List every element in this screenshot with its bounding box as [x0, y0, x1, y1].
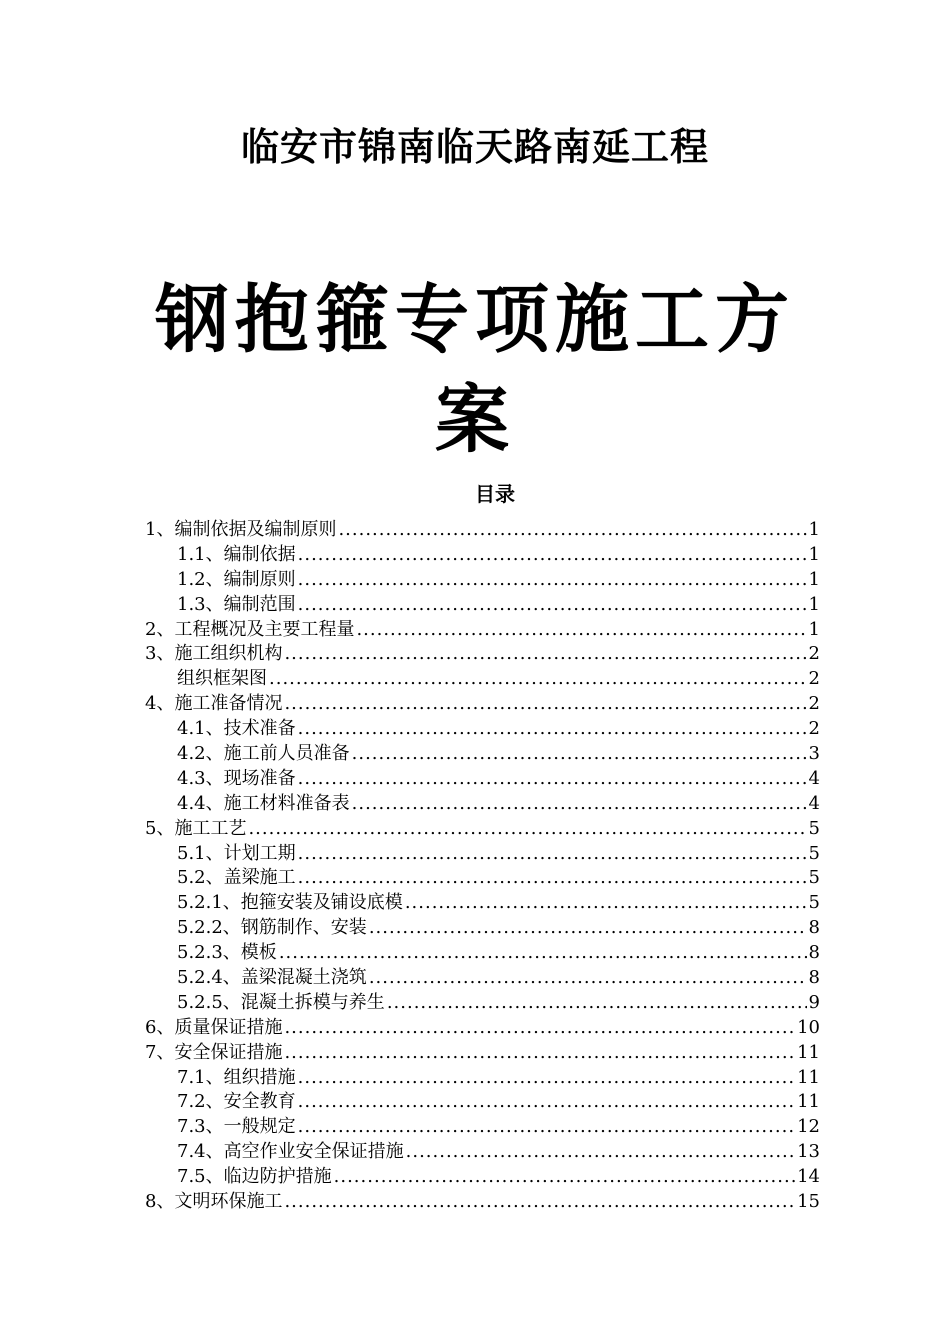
toc-entry-page-number: 11: [797, 1041, 820, 1063]
toc-dot-leader: [284, 1016, 795, 1041]
toc-dot-leader: [369, 966, 807, 991]
toc-entry[interactable]: [145, 842, 820, 867]
toc-dot-leader: [298, 842, 807, 867]
toc-entry[interactable]: [145, 568, 820, 593]
toc-dot-leader: [284, 1190, 795, 1215]
toc-dot-leader: [405, 891, 807, 916]
document-title: 钢抱箍专项施工方案: [155, 277, 795, 463]
toc-entry[interactable]: [145, 817, 820, 842]
toc-entry[interactable]: [145, 717, 820, 742]
toc-entry-label: 4.3、现场准备: [177, 767, 296, 789]
toc-entry[interactable]: [145, 618, 820, 643]
toc-dot-leader: [406, 1140, 795, 1165]
toc-entry-page-number: 13: [797, 1141, 820, 1163]
toc-entry-page-number: 10: [797, 1016, 820, 1038]
toc-entry[interactable]: [145, 518, 820, 543]
toc-entry-page-number: 4: [808, 792, 820, 814]
toc-dot-leader: [334, 1165, 795, 1190]
toc-dot-leader: [352, 792, 807, 817]
toc-entry-label: 6、质量保证措施: [145, 1016, 283, 1038]
toc-entry-page-number: 8: [808, 917, 820, 939]
toc-entry[interactable]: [145, 991, 820, 1016]
toc-entry[interactable]: [145, 667, 820, 692]
toc-entry-page-number: 2: [808, 693, 820, 715]
toc-entry-label: 4.2、施工前人员准备: [177, 743, 350, 765]
toc-entry[interactable]: [145, 941, 820, 966]
toc-entry[interactable]: [145, 916, 820, 941]
toc-entry[interactable]: [145, 792, 820, 817]
toc-entry[interactable]: [145, 543, 820, 568]
toc-entry-label: 1.2、编制原则: [177, 568, 296, 590]
toc-dot-leader: [248, 817, 806, 842]
toc-entry-page-number: 5: [808, 817, 820, 839]
toc-entry-page-number: 2: [808, 643, 820, 665]
toc-entry-label: 5、施工工艺: [145, 817, 247, 839]
toc-entry-label: 7.5、临边防护措施: [177, 1166, 332, 1188]
toc-entry-page-number: 1: [808, 519, 820, 540]
toc-entry[interactable]: [145, 1066, 820, 1091]
toc-entry-page-number: 5: [808, 867, 820, 889]
toc-entry-page-number: 1: [808, 568, 820, 590]
toc-entry-label: 5.2.1、抱箍安装及铺设底模: [177, 892, 403, 914]
toc-entry[interactable]: [145, 593, 820, 618]
toc-entry-page-number: 5: [808, 892, 820, 914]
toc-entry-page-number: 14: [797, 1166, 820, 1188]
toc-entry-label: 组织框架图: [177, 668, 267, 690]
toc-entry-page-number: 8: [808, 967, 820, 989]
toc-dot-leader: [298, 593, 807, 618]
toc-dot-leader: [298, 568, 807, 593]
toc-dot-leader: [352, 742, 807, 767]
toc-dot-leader: [387, 991, 807, 1016]
toc-entry-page-number: 15: [797, 1191, 820, 1213]
toc-entry-label: 8、文明环保施工: [145, 1191, 283, 1213]
toc-dot-leader: [284, 1041, 795, 1066]
toc-entry-label: 1.1、编制依据: [177, 543, 296, 565]
toc-entry-label: 7、安全保证措施: [145, 1041, 283, 1063]
toc-entry[interactable]: [145, 1090, 820, 1115]
toc-dot-leader: [369, 916, 807, 941]
toc-heading: 目录: [475, 482, 515, 506]
toc-entry-label: 2、工程概况及主要工程量: [145, 618, 355, 640]
toc-entry-page-number: 11: [797, 1091, 820, 1113]
toc-entry[interactable]: [145, 767, 820, 792]
toc-entry-page-number: 4: [808, 767, 820, 789]
toc-dot-leader: [356, 618, 806, 643]
toc-entry-label: 7.3、一般规定: [177, 1116, 296, 1138]
toc-entry-label: 5.2、盖梁施工: [177, 867, 296, 889]
toc-entry[interactable]: [145, 692, 820, 717]
toc-entry-page-number: 9: [808, 991, 820, 1013]
toc-entry-page-number: 2: [808, 718, 820, 740]
toc-entry-label: 3、施工组织机构: [145, 643, 283, 665]
toc-entry-label: 7.2、安全教育: [177, 1091, 296, 1113]
toc-entry-page-number: 12: [797, 1116, 820, 1138]
toc-dot-leader: [298, 717, 807, 742]
toc-entry-page-number: 1: [808, 618, 820, 640]
toc-entry-page-number: 2: [808, 668, 820, 690]
toc-entry[interactable]: [145, 1041, 820, 1066]
toc-entry[interactable]: [145, 1165, 820, 1190]
toc-entry-label: 5.2.4、盖梁混凝土浇筑: [177, 967, 367, 989]
toc-entry-label: 7.1、组织措施: [177, 1066, 296, 1088]
toc-entry-label: 7.4、高空作业安全保证措施: [177, 1141, 404, 1163]
toc-entry[interactable]: [145, 1140, 820, 1165]
toc-dot-leader: [298, 767, 807, 792]
toc-entry-page-number: 3: [808, 743, 820, 765]
toc-entry[interactable]: [145, 1115, 820, 1140]
toc-dot-leader: [298, 543, 807, 568]
toc-entry[interactable]: [145, 1016, 820, 1041]
toc-entry-page-number: 8: [808, 942, 820, 964]
toc-entry[interactable]: [145, 742, 820, 767]
toc-entry-label: 1、编制依据及编制原则: [145, 519, 337, 540]
toc-dot-leader: [284, 692, 806, 717]
toc-entry[interactable]: [145, 891, 820, 916]
toc-dot-leader: [269, 667, 807, 692]
table-of-contents: [145, 518, 820, 1215]
toc-entry-label: 4.4、施工材料准备表: [177, 792, 350, 814]
toc-entry-label: 5.1、计划工期: [177, 842, 296, 864]
toc-entry-page-number: 5: [808, 842, 820, 864]
toc-dot-leader: [284, 642, 806, 667]
toc-entry-page-number: 1: [808, 543, 820, 565]
toc-entry[interactable]: [145, 966, 820, 991]
toc-entry[interactable]: [145, 1190, 820, 1215]
project-title: 临安市锦南临天路南延工程: [240, 125, 709, 169]
toc-entry[interactable]: [145, 866, 820, 891]
toc-dot-leader: [298, 1066, 795, 1091]
toc-entry-label: 4、施工准备情况: [145, 693, 283, 715]
toc-entry-label: 5.2.5、混凝土拆模与养生: [177, 991, 385, 1013]
toc-entry-label: 5.2.3、模板: [177, 942, 277, 964]
toc-dot-leader: [298, 1090, 795, 1115]
toc-entry[interactable]: [145, 642, 820, 667]
toc-dot-leader: [338, 518, 806, 543]
toc-dot-leader: [298, 866, 807, 891]
toc-entry-page-number: 11: [797, 1066, 820, 1088]
toc-dot-leader: [279, 941, 807, 966]
toc-dot-leader: [298, 1115, 795, 1140]
toc-entry-label: 4.1、技术准备: [177, 718, 296, 740]
toc-entry-label: 5.2.2、钢筋制作、安装: [177, 917, 367, 939]
toc-entry-page-number: 1: [808, 593, 820, 615]
toc-entry-label: 1.3、编制范围: [177, 593, 296, 615]
